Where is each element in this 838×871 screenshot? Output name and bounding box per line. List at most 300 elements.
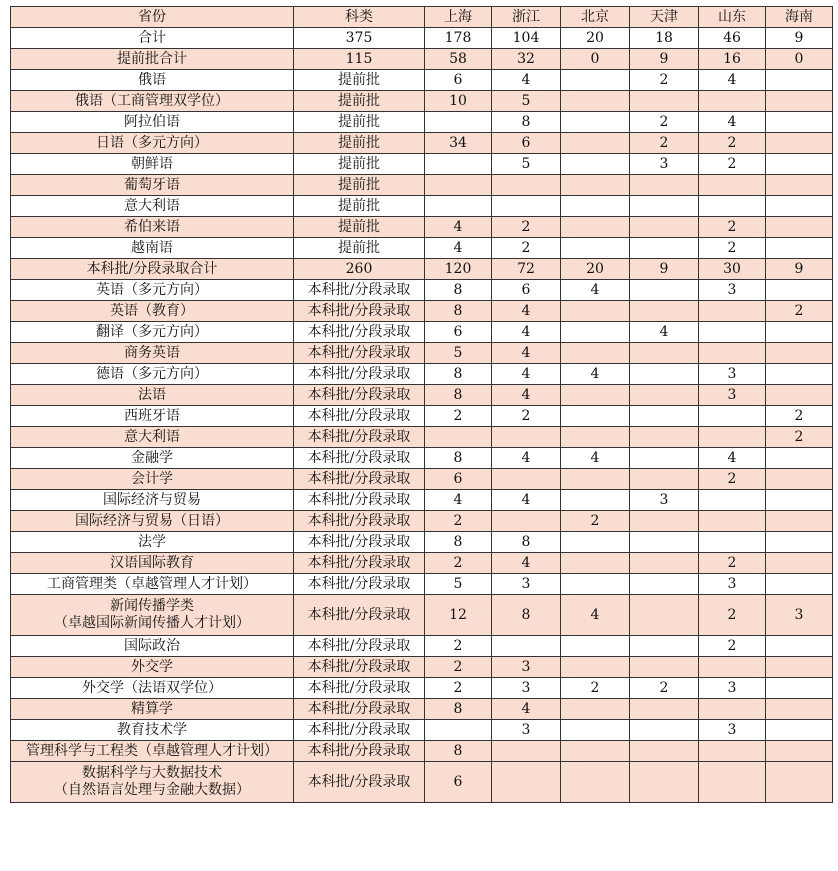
quota-cell <box>766 343 833 364</box>
quota-cell: 4 <box>630 322 699 343</box>
quota-cell: 6 <box>425 322 492 343</box>
quota-cell <box>630 364 699 385</box>
quota-cell <box>630 175 699 196</box>
quota-cell <box>766 70 833 91</box>
quota-cell: 8 <box>425 448 492 469</box>
major-name-cell: 意大利语 <box>11 427 294 448</box>
quota-cell <box>630 469 699 490</box>
quota-cell: 16 <box>699 49 766 70</box>
quota-cell: 4 <box>425 217 492 238</box>
major-name-cell: 外交学 <box>11 657 294 678</box>
table-row <box>11 490 833 511</box>
major-name-cell: 国际政治 <box>11 636 294 657</box>
category-cell: 本科批/分段录取 <box>294 469 425 490</box>
quota-cell <box>630 448 699 469</box>
quota-cell: 6 <box>492 280 561 301</box>
quota-cell <box>766 699 833 720</box>
quota-cell: 8 <box>425 280 492 301</box>
quota-cell: 2 <box>561 678 630 699</box>
quota-cell <box>766 574 833 595</box>
quota-cell: 2 <box>630 133 699 154</box>
major-name-cell: 英语（教育） <box>11 301 294 322</box>
enrollment-quota-table <box>10 6 832 803</box>
table-row <box>11 469 833 490</box>
major-name-cell: 金融学 <box>11 448 294 469</box>
quota-cell <box>766 175 833 196</box>
table-row <box>11 532 833 553</box>
table-row <box>11 720 833 741</box>
quota-cell: 2 <box>699 595 766 636</box>
table-row <box>11 112 833 133</box>
category-cell: 本科批/分段录取 <box>294 553 425 574</box>
category-cell: 本科批/分段录取 <box>294 364 425 385</box>
quota-cell <box>699 511 766 532</box>
quota-cell <box>561 322 630 343</box>
quota-cell <box>561 490 630 511</box>
quota-cell: 8 <box>492 112 561 133</box>
quota-cell: 2 <box>699 238 766 259</box>
quota-cell: 2 <box>492 238 561 259</box>
quota-cell: 4 <box>699 70 766 91</box>
quota-cell <box>561 112 630 133</box>
table-row <box>11 741 833 762</box>
quota-cell <box>630 553 699 574</box>
quota-cell <box>630 741 699 762</box>
category-cell: 本科批/分段录取 <box>294 511 425 532</box>
quota-cell: 2 <box>699 553 766 574</box>
quota-cell <box>766 112 833 133</box>
quota-cell: 4 <box>492 322 561 343</box>
major-name-cell: 西班牙语 <box>11 406 294 427</box>
quota-cell <box>561 385 630 406</box>
quota-cell <box>766 280 833 301</box>
major-name-cell: 汉语国际教育 <box>11 553 294 574</box>
quota-cell <box>561 343 630 364</box>
quota-cell <box>492 175 561 196</box>
table-row <box>11 175 833 196</box>
quota-cell: 3 <box>699 720 766 741</box>
major-name-cell: 英语（多元方向） <box>11 280 294 301</box>
major-name-cell: 法学 <box>11 532 294 553</box>
quota-cell <box>561 196 630 217</box>
quota-cell: 5 <box>425 574 492 595</box>
quota-cell: 4 <box>492 699 561 720</box>
header-shanghai: 上海 <box>425 7 492 28</box>
quota-cell <box>425 720 492 741</box>
quota-cell: 6 <box>492 133 561 154</box>
quota-cell <box>492 741 561 762</box>
category-cell: 本科批/分段录取 <box>294 657 425 678</box>
header-beijing: 北京 <box>561 7 630 28</box>
quota-cell <box>630 427 699 448</box>
major-name-cell: 国际经济与贸易 <box>11 490 294 511</box>
table-row <box>11 699 833 720</box>
category-cell: 本科批/分段录取 <box>294 406 425 427</box>
table-row <box>11 448 833 469</box>
category-cell: 本科批/分段录取 <box>294 741 425 762</box>
category-cell: 本科批/分段录取 <box>294 448 425 469</box>
quota-cell: 8 <box>492 595 561 636</box>
quota-cell <box>699 196 766 217</box>
quota-cell <box>561 699 630 720</box>
quota-cell <box>699 657 766 678</box>
header-tianjin: 天津 <box>630 7 699 28</box>
major-name-cell: 教育技术学 <box>11 720 294 741</box>
quota-cell <box>425 175 492 196</box>
quota-cell <box>492 636 561 657</box>
category-cell: 本科批/分段录取 <box>294 490 425 511</box>
category-cell: 本科批/分段录取 <box>294 343 425 364</box>
table-row <box>11 322 833 343</box>
quota-cell <box>766 91 833 112</box>
quota-cell: 2 <box>425 657 492 678</box>
quota-cell <box>699 532 766 553</box>
quota-cell: 3 <box>492 574 561 595</box>
table-row <box>11 762 833 803</box>
quota-cell <box>766 154 833 175</box>
quota-cell: 4 <box>492 490 561 511</box>
quota-cell: 8 <box>425 364 492 385</box>
quota-cell: 104 <box>492 28 561 49</box>
category-cell: 115 <box>294 49 425 70</box>
table-row <box>11 678 833 699</box>
quota-cell <box>630 532 699 553</box>
table-row <box>11 49 833 70</box>
quota-cell: 2 <box>699 636 766 657</box>
quota-cell: 4 <box>492 448 561 469</box>
quota-cell: 0 <box>561 49 630 70</box>
quota-cell: 4 <box>425 490 492 511</box>
quota-cell <box>699 490 766 511</box>
quota-cell <box>766 364 833 385</box>
header-category: 科类 <box>294 7 425 28</box>
quota-cell <box>766 238 833 259</box>
quota-cell: 4 <box>492 553 561 574</box>
quota-cell <box>766 657 833 678</box>
quota-cell <box>630 406 699 427</box>
quota-cell <box>561 154 630 175</box>
major-name-cell: 国际经济与贸易（日语） <box>11 511 294 532</box>
quota-cell <box>561 636 630 657</box>
category-cell: 本科批/分段录取 <box>294 678 425 699</box>
table-row <box>11 196 833 217</box>
quota-cell: 2 <box>425 511 492 532</box>
quota-cell: 20 <box>561 259 630 280</box>
quota-cell: 72 <box>492 259 561 280</box>
quota-cell <box>766 133 833 154</box>
quota-cell <box>561 70 630 91</box>
category-cell: 提前批 <box>294 70 425 91</box>
major-name-cell: 合计 <box>11 28 294 49</box>
category-cell: 提前批 <box>294 196 425 217</box>
quota-cell <box>561 301 630 322</box>
quota-cell: 4 <box>492 301 561 322</box>
quota-cell <box>630 217 699 238</box>
quota-cell: 6 <box>425 469 492 490</box>
category-cell: 提前批 <box>294 133 425 154</box>
quota-cell: 8 <box>425 385 492 406</box>
category-cell: 本科批/分段录取 <box>294 595 425 636</box>
table-row <box>11 91 833 112</box>
quota-cell <box>561 427 630 448</box>
quota-cell <box>630 343 699 364</box>
quota-cell <box>766 217 833 238</box>
major-name-cell: 葡萄牙语 <box>11 175 294 196</box>
quota-cell: 2 <box>699 154 766 175</box>
quota-cell: 32 <box>492 49 561 70</box>
major-name-cell: 精算学 <box>11 699 294 720</box>
quota-cell: 120 <box>425 259 492 280</box>
quota-cell <box>766 741 833 762</box>
quota-cell: 4 <box>699 112 766 133</box>
quota-cell <box>630 238 699 259</box>
quota-cell <box>561 574 630 595</box>
quota-cell: 5 <box>492 91 561 112</box>
quota-cell: 9 <box>766 28 833 49</box>
quota-cell: 3 <box>699 385 766 406</box>
quota-cell: 4 <box>492 70 561 91</box>
quota-cell <box>561 469 630 490</box>
quota-cell: 3 <box>699 364 766 385</box>
quota-cell <box>766 553 833 574</box>
table-row <box>11 574 833 595</box>
table-row <box>11 553 833 574</box>
quota-cell <box>630 280 699 301</box>
quota-cell <box>766 490 833 511</box>
category-cell: 提前批 <box>294 238 425 259</box>
table-row <box>11 636 833 657</box>
quota-cell: 2 <box>766 406 833 427</box>
quota-cell <box>561 553 630 574</box>
quota-cell <box>766 469 833 490</box>
quota-cell <box>699 762 766 803</box>
quota-cell <box>561 406 630 427</box>
quota-cell <box>630 574 699 595</box>
quota-cell: 2 <box>425 636 492 657</box>
quota-cell: 18 <box>630 28 699 49</box>
quota-cell <box>699 91 766 112</box>
table-row <box>11 364 833 385</box>
quota-cell <box>766 511 833 532</box>
quota-cell: 2 <box>699 133 766 154</box>
quota-cell: 5 <box>492 154 561 175</box>
major-name-cell: 数据科学与大数据技术 （自然语言处理与金融大数据） <box>11 762 294 803</box>
quota-cell <box>766 636 833 657</box>
quota-cell <box>561 741 630 762</box>
table-row <box>11 217 833 238</box>
major-name-cell: 工商管理类（卓越管理人才计划） <box>11 574 294 595</box>
quota-cell: 9 <box>630 259 699 280</box>
quota-cell <box>630 511 699 532</box>
quota-cell <box>561 217 630 238</box>
quota-cell <box>630 720 699 741</box>
quota-cell: 30 <box>699 259 766 280</box>
quota-cell <box>561 657 630 678</box>
header-zhejiang: 浙江 <box>492 7 561 28</box>
quota-cell: 8 <box>425 532 492 553</box>
quota-cell: 4 <box>699 448 766 469</box>
table-row <box>11 427 833 448</box>
quota-cell <box>766 762 833 803</box>
quota-cell: 2 <box>425 678 492 699</box>
major-name-cell: 法语 <box>11 385 294 406</box>
quota-cell: 3 <box>492 720 561 741</box>
quota-cell <box>699 427 766 448</box>
category-cell: 375 <box>294 28 425 49</box>
category-cell: 本科批/分段录取 <box>294 532 425 553</box>
major-name-cell: 越南语 <box>11 238 294 259</box>
quota-cell <box>425 112 492 133</box>
quota-cell <box>425 196 492 217</box>
major-name-cell: 意大利语 <box>11 196 294 217</box>
quota-cell: 8 <box>492 532 561 553</box>
table-row <box>11 154 833 175</box>
quota-cell: 2 <box>630 112 699 133</box>
quota-cell: 4 <box>492 364 561 385</box>
quota-cell <box>561 720 630 741</box>
category-cell: 提前批 <box>294 217 425 238</box>
quota-cell: 46 <box>699 28 766 49</box>
category-cell: 本科批/分段录取 <box>294 720 425 741</box>
quota-cell: 2 <box>766 427 833 448</box>
table-body <box>11 28 833 803</box>
quota-cell: 2 <box>630 70 699 91</box>
header-shandong: 山东 <box>699 7 766 28</box>
quota-cell <box>699 406 766 427</box>
quota-cell <box>699 699 766 720</box>
quota-cell: 34 <box>425 133 492 154</box>
quota-cell <box>630 657 699 678</box>
quota-cell: 20 <box>561 28 630 49</box>
quota-cell: 4 <box>561 595 630 636</box>
quota-table <box>10 6 833 803</box>
quota-cell <box>561 133 630 154</box>
category-cell: 本科批/分段录取 <box>294 762 425 803</box>
category-cell: 本科批/分段录取 <box>294 385 425 406</box>
table-row <box>11 385 833 406</box>
quota-cell <box>630 385 699 406</box>
quota-cell: 2 <box>561 511 630 532</box>
quota-cell: 4 <box>492 385 561 406</box>
category-cell: 本科批/分段录取 <box>294 699 425 720</box>
table-row <box>11 511 833 532</box>
major-name-cell: 日语（多元方向） <box>11 133 294 154</box>
category-cell: 提前批 <box>294 154 425 175</box>
quota-cell: 3 <box>699 574 766 595</box>
category-cell: 本科批/分段录取 <box>294 574 425 595</box>
table-row <box>11 238 833 259</box>
quota-cell: 9 <box>766 259 833 280</box>
table-row <box>11 133 833 154</box>
quota-cell <box>699 175 766 196</box>
major-name-cell: 会计学 <box>11 469 294 490</box>
quota-cell: 8 <box>425 699 492 720</box>
quota-cell <box>561 175 630 196</box>
category-cell: 260 <box>294 259 425 280</box>
quota-cell: 2 <box>425 553 492 574</box>
quota-cell <box>630 762 699 803</box>
category-cell: 本科批/分段录取 <box>294 280 425 301</box>
table-row <box>11 70 833 91</box>
quota-cell: 4 <box>561 280 630 301</box>
quota-cell: 6 <box>425 762 492 803</box>
major-name-cell: 俄语（工商管理双学位） <box>11 91 294 112</box>
quota-cell: 9 <box>630 49 699 70</box>
quota-cell <box>492 511 561 532</box>
category-cell: 本科批/分段录取 <box>294 427 425 448</box>
quota-cell <box>425 427 492 448</box>
quota-cell: 12 <box>425 595 492 636</box>
quota-cell <box>699 343 766 364</box>
major-name-cell: 阿拉伯语 <box>11 112 294 133</box>
table-row <box>11 301 833 322</box>
quota-cell: 10 <box>425 91 492 112</box>
quota-cell: 178 <box>425 28 492 49</box>
major-name-cell: 提前批合计 <box>11 49 294 70</box>
quota-cell <box>766 322 833 343</box>
table-row <box>11 406 833 427</box>
quota-cell <box>766 678 833 699</box>
quota-cell: 4 <box>492 343 561 364</box>
quota-cell: 6 <box>425 70 492 91</box>
quota-cell <box>492 469 561 490</box>
category-cell: 本科批/分段录取 <box>294 636 425 657</box>
category-cell: 本科批/分段录取 <box>294 322 425 343</box>
quota-cell <box>766 532 833 553</box>
category-cell: 提前批 <box>294 112 425 133</box>
table-row <box>11 28 833 49</box>
quota-cell <box>561 91 630 112</box>
quota-cell: 2 <box>630 678 699 699</box>
table-row <box>11 259 833 280</box>
quota-cell <box>630 699 699 720</box>
major-name-cell: 商务英语 <box>11 343 294 364</box>
table-row <box>11 280 833 301</box>
category-cell: 提前批 <box>294 91 425 112</box>
category-cell: 提前批 <box>294 175 425 196</box>
quota-cell <box>699 322 766 343</box>
category-cell: 本科批/分段录取 <box>294 301 425 322</box>
quota-cell <box>561 532 630 553</box>
header-row <box>11 7 833 28</box>
major-name-cell: 朝鲜语 <box>11 154 294 175</box>
major-name-cell: 希伯来语 <box>11 217 294 238</box>
quota-cell: 8 <box>425 741 492 762</box>
quota-cell <box>561 762 630 803</box>
table-row <box>11 343 833 364</box>
quota-cell: 3 <box>766 595 833 636</box>
quota-cell <box>766 720 833 741</box>
quota-cell: 3 <box>699 280 766 301</box>
quota-cell <box>630 196 699 217</box>
quota-cell <box>630 636 699 657</box>
quota-cell <box>766 196 833 217</box>
table-row <box>11 595 833 636</box>
major-name-cell: 外交学（法语双学位） <box>11 678 294 699</box>
quota-cell <box>699 301 766 322</box>
quota-cell <box>766 385 833 406</box>
quota-cell: 3 <box>630 490 699 511</box>
quota-cell: 0 <box>766 49 833 70</box>
quota-cell <box>630 595 699 636</box>
quota-cell: 4 <box>561 448 630 469</box>
quota-cell <box>425 154 492 175</box>
quota-cell: 2 <box>492 217 561 238</box>
quota-cell: 4 <box>561 364 630 385</box>
major-name-cell: 管理科学与工程类（卓越管理人才计划） <box>11 741 294 762</box>
major-name-cell: 德语（多元方向） <box>11 364 294 385</box>
quota-cell: 2 <box>699 469 766 490</box>
